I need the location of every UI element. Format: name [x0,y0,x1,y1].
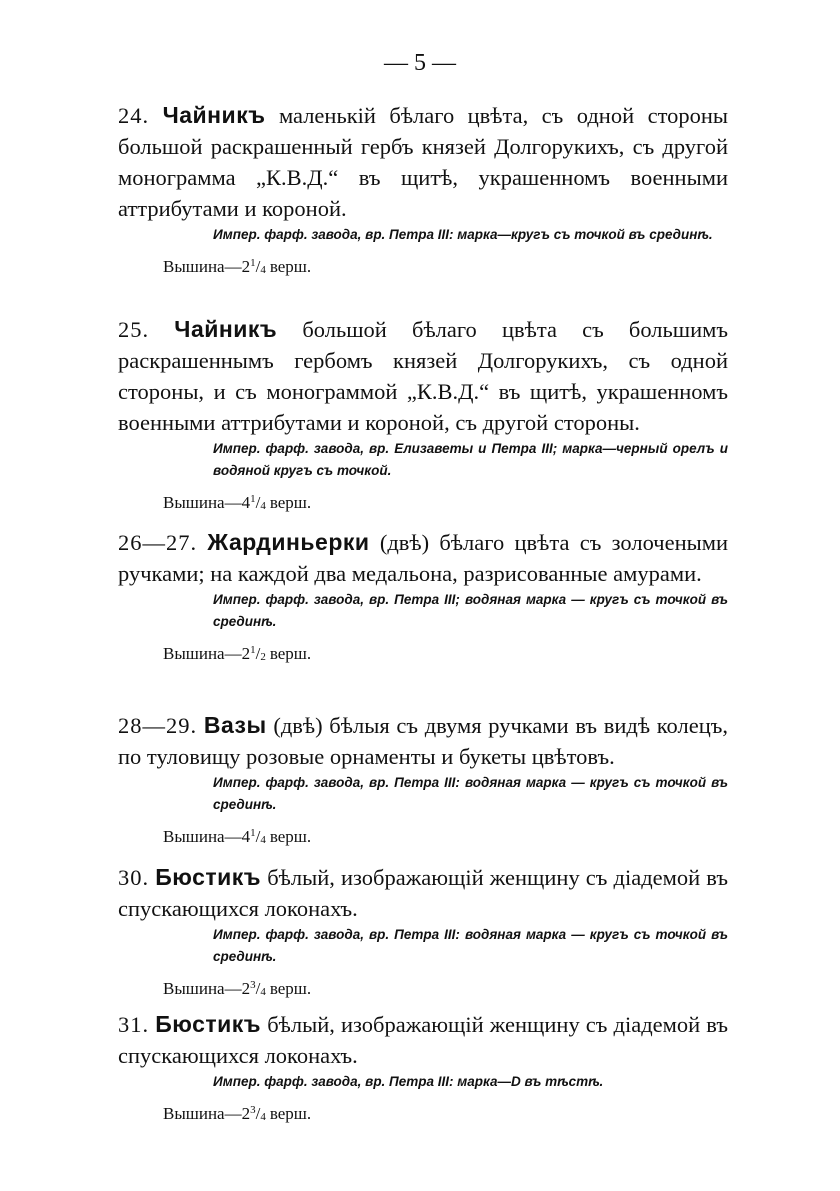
height-whole: 4 [241,493,251,512]
height-unit: верш. [269,979,312,998]
entry-text: бѣлый, изображающій женщину съ діадемой въ спускающихся локонахъ. [118,865,728,921]
entry-text: большой бѣлаго цвѣта съ большимъ раскрашеннымъ гербомъ князей Долгорукихъ, съ одной стороны, и съ монограммой „К.В.Д.“ въ щитѣ, украшенномъ военными аттрибутами и короной, съ другой стороны. [118,317,728,435]
entry-text: маленькій бѣлаго цвѣта, съ одной стороны большой раскрашенный гербъ князей Долгорукихъ, съ другой монограмма „К.В.Д.“ въ щитѣ, украшенномъ военными аттрибутами и короной. [118,103,729,221]
entry-title: Чайникъ [174,316,278,342]
height-whole: 2 [241,1104,251,1123]
entry-title: Чайникъ [162,102,266,128]
height-whole: 4 [241,827,251,846]
height-unit: верш. [269,644,312,663]
height-fraction-num: 1 [250,493,256,505]
page-number: — 5 — [384,50,456,76]
height-unit: верш. [269,1104,312,1123]
entry-provenance-note: Импер. фарф. завода, вр. Петра III: марка—кругъ съ точкой въ срединѣ. [213,227,713,242]
entry-height: $Вышина—2^1/_2$ верш. [163,644,312,663]
height-label: Вышина— [163,257,242,276]
entry-height: $Вышина—2^3/_4$ верш. [163,979,312,998]
height-label: Вышина— [163,644,242,663]
height-label: Вышина— [163,827,242,846]
catalog-entry-25 [118,314,728,517]
entry-description [118,862,728,924]
height-unit: верш. [269,827,312,846]
height-fraction-num: 1 [250,827,256,839]
entry-number: 24. [118,103,150,128]
entry-title: Бюстикъ [155,1011,262,1037]
entry-title: Жардиньерки [207,529,370,555]
catalog-entry-31 [118,1009,728,1128]
entry-text: (двѣ) бѣлыя съ двумя ручками въ видѣ колецъ, по туловищу розовые орнаменты и букеты цвѣтовъ. [118,713,729,769]
entry-provenance-note: Импер. фарф. завода, вр. Петра III: марка—D въ тѣстѣ. [213,1074,604,1089]
entry-number: 31. [118,1012,150,1037]
height-fraction-den: 4 [260,986,266,998]
catalog-entry-30 [118,862,728,1003]
entry-provenance-note: Импер. фарф. завода, вр. Петра III; водяная марка — кругъ съ точкой въ срединѣ. [213,592,728,629]
height-unit: верш. [269,493,312,512]
entry-height: $Вышина—2^1/_4$ верш. [163,257,312,276]
entry-height: $Вышина—4^1/_4$ верш. [163,827,312,846]
height-fraction-den: 4 [260,264,266,276]
entry-title: Бюстикъ [155,864,262,890]
entry-number: 26—27. [118,530,198,555]
entry-height: $Вышина—2^3/_4$ верш. [163,1104,312,1123]
entry-description [118,710,728,772]
entry-description [118,100,728,224]
height-label: Вышина— [163,979,242,998]
height-whole: 2 [241,644,251,663]
height-fraction-num: 3 [250,1104,256,1116]
entry-text: (двѣ) бѣлаго цвѣта съ золочеными ручками; на каждой два медальона, разрисованные амурами. [118,530,729,586]
height-whole: 2 [241,257,251,276]
height-fraction-num: 1 [250,257,256,269]
height-fraction-den: 4 [260,1111,266,1123]
height-fraction-den: 4 [260,500,266,512]
entry-provenance-note: Импер. фарф. завода, вр. Петра III: водяная марка — кругъ съ точкой въ срединѣ. [213,775,728,812]
entry-number: 30. [118,865,150,890]
height-fraction-num: 3 [250,979,256,991]
entry-provenance-note: Импер. фарф. завода, вр. Елизаветы и Петра III; марка—черный орелъ и водяной кругъ съ точкой. [213,441,728,478]
height-label: Вышина— [163,1104,242,1123]
height-label: Вышина— [163,493,242,512]
entry-title: Вазы [203,712,267,738]
catalog-entry-28-29 [118,710,728,851]
entry-number: 28—29. [118,713,198,738]
height-whole: 2 [241,979,251,998]
entry-provenance-note: Импер. фарф. завода, вр. Петра III: водяная марка — кругъ съ точкой въ срединѣ. [213,927,728,964]
catalog-entry-24 [118,100,728,281]
entry-height: $Вышина—4^1/_4$ верш. [163,493,312,512]
height-fraction-num: 1 [250,644,256,656]
entry-description [118,314,728,438]
entry-description [118,527,728,589]
height-fraction-den: 4 [260,834,266,846]
catalog-entry-26-27 [118,527,728,668]
height-unit: верш. [269,257,312,276]
entry-number: 25. [118,317,150,342]
entry-description [118,1009,728,1071]
entry-text: бѣлый, изображающій женщину съ діадемой въ спускающихся локонахъ. [118,1012,728,1068]
height-fraction-den: 2 [260,651,266,663]
